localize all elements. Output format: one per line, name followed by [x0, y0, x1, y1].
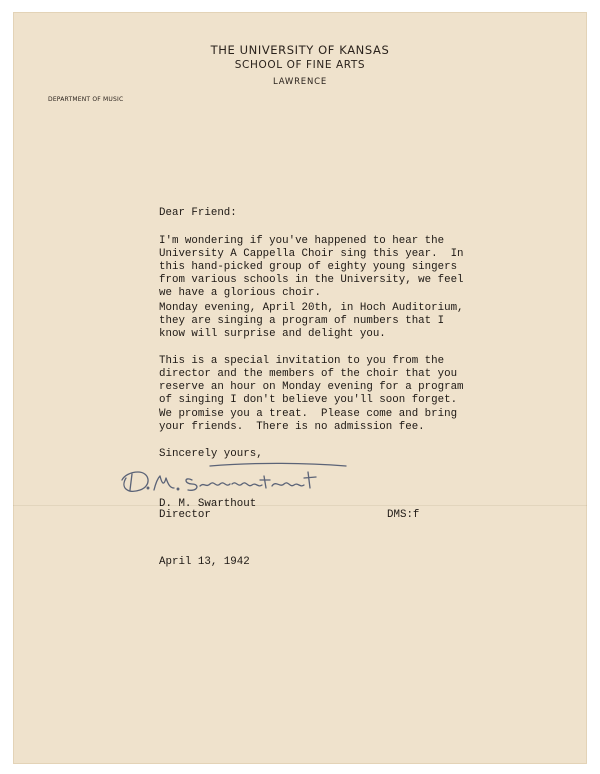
handwritten-signature [118, 458, 350, 498]
salutation: Dear Friend: [159, 207, 237, 219]
paper-fold-line [13, 505, 587, 506]
body-paragraph-2: Monday evening, April 20th, in Hoch Auditorium, they are singing a program of numbers that I know will surprise and delight you. [159, 302, 464, 340]
letterhead-department: DEPARTMENT OF MUSIC [48, 96, 124, 103]
body-paragraph-4: We promise you a treat. Please come and bring your friends. There is no admission fee. [159, 408, 458, 433]
letterhead-university: THE UNIVERSITY OF KANSAS [210, 43, 390, 57]
signer-title: Director [159, 509, 211, 521]
reference-initials: DMS:f [387, 509, 420, 521]
letter-date: April 13, 1942 [159, 556, 250, 568]
body-paragraph-3: This is a special invitation to you from the director and the members of the choir that you reserve an hour on Monday evening for a program of singing I don't believe you'll soon forget. [159, 355, 464, 406]
signer-name: D. M. Swarthout [159, 498, 257, 510]
letterhead-city: LAWRENCE [272, 77, 328, 87]
closing: Sincerely yours, [159, 448, 263, 460]
letterhead-school: SCHOOL OF FINE ARTS [234, 59, 366, 71]
body-paragraph-1: I'm wondering if you've happened to hear the University A Cappella Choir sing this year. In this hand-picked group of eighty young singers from various schools in the University, we feel we have a glorious choir. [159, 235, 464, 299]
